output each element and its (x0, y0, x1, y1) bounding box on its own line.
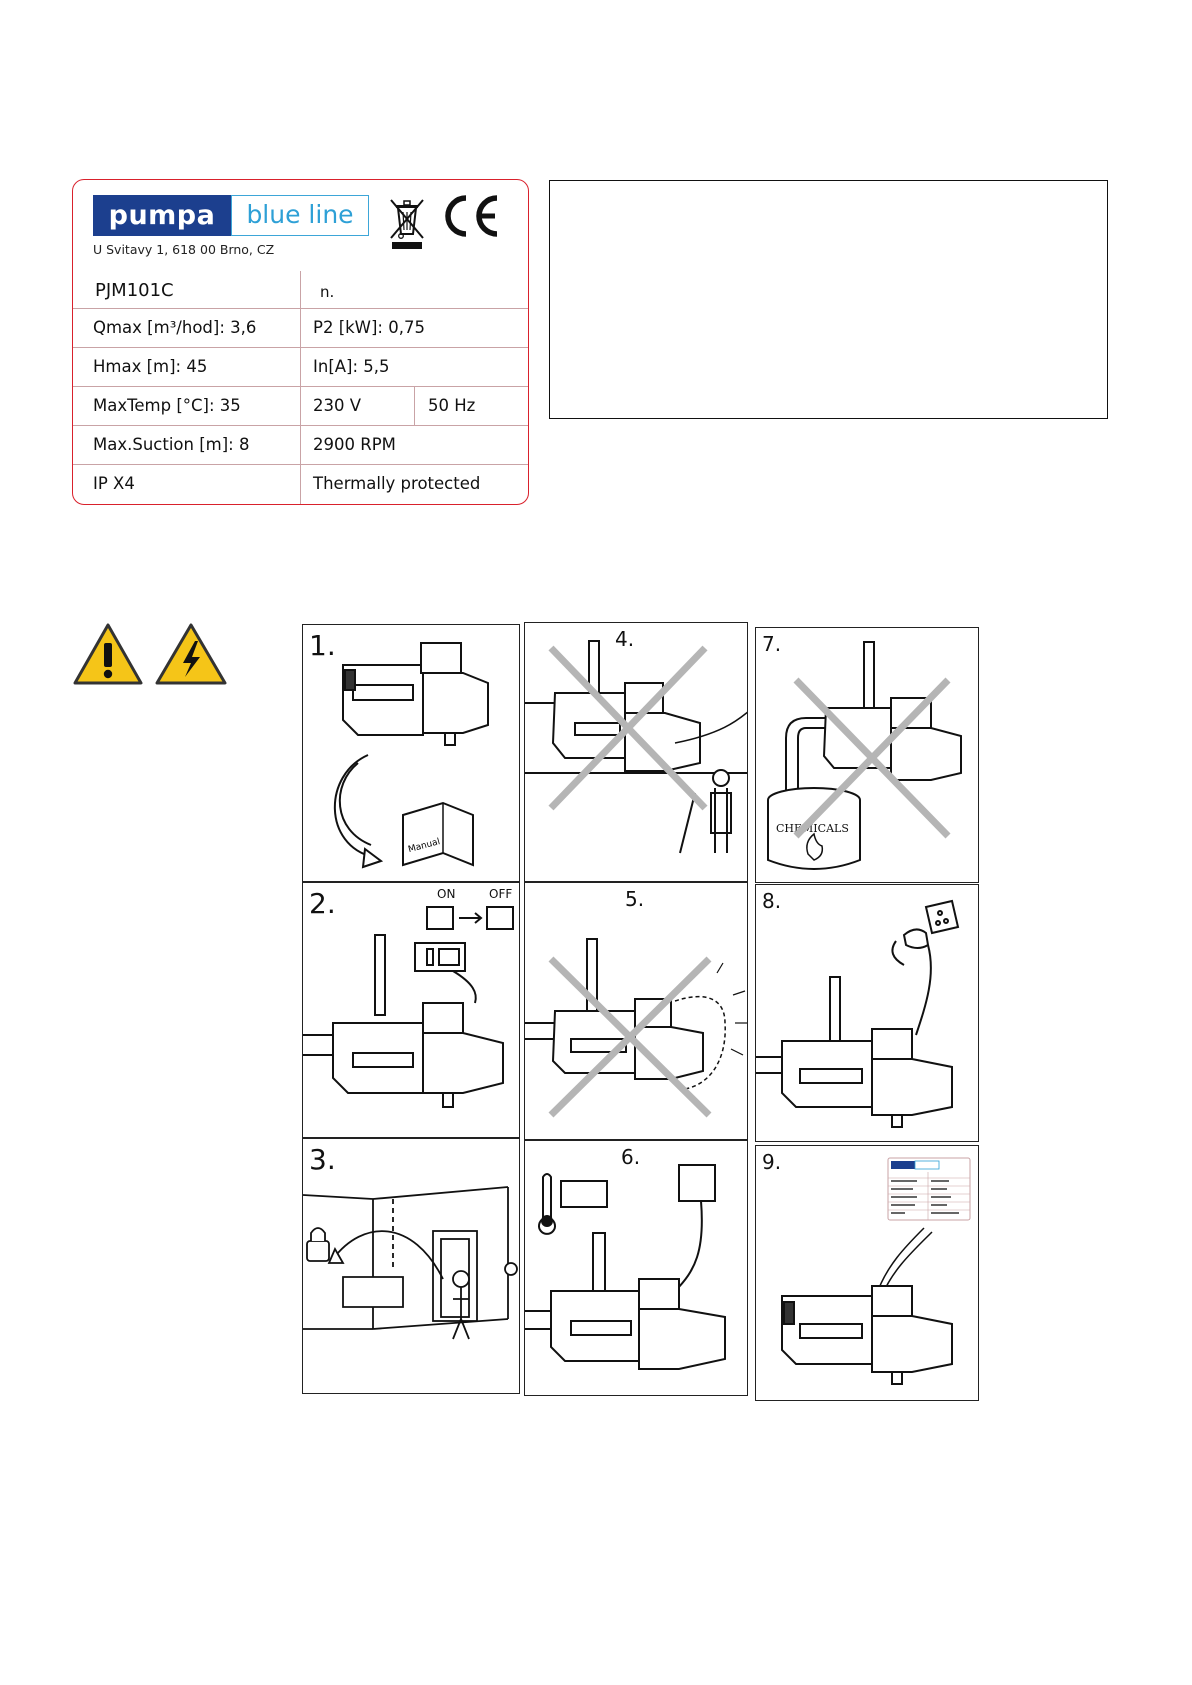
pictogram-no-water-spray (524, 622, 748, 882)
panel-number: 1. (309, 629, 336, 662)
frequency-value: 50 Hz (428, 396, 476, 415)
electric-hazard-icon (154, 621, 228, 687)
drum-label: CHEMICALS (776, 822, 849, 835)
pump-drawing (303, 625, 520, 882)
rating-label (72, 179, 529, 505)
manufacturer-address: U Svitavy 1, 618 00 Brno, CZ (93, 242, 275, 257)
suction-value: Max.Suction [m]: 8 (93, 435, 250, 454)
pictogram-switch-off (302, 882, 520, 1138)
table-row (73, 386, 528, 387)
weee-bin-icon (389, 196, 425, 250)
p2-value: P2 [kW]: 0,75 (313, 318, 425, 337)
logo-line: blue line (231, 195, 369, 236)
ce-mark-icon (439, 192, 501, 240)
maxtemp-value: MaxTemp [°C]: 35 (93, 396, 241, 415)
pump-drawing (525, 623, 748, 882)
pictogram-check-label (755, 1145, 979, 1401)
panel-number: 5. (625, 887, 645, 911)
rpm-value: 2900 RPM (313, 435, 396, 454)
pumpa-logo (93, 195, 369, 236)
general-warning-icon (72, 621, 144, 687)
table-row (73, 347, 528, 348)
pump-drawing (756, 628, 979, 883)
pictogram-frost-protection (524, 1140, 748, 1396)
current-value: In[A]: 5,5 (313, 357, 390, 376)
panel-number: 3. (309, 1143, 336, 1176)
panel-number: 8. (762, 889, 782, 913)
panel-number: 9. (762, 1150, 782, 1174)
table-divider (414, 386, 415, 425)
hmax-value: Hmax [m]: 45 (93, 357, 208, 376)
pump-drawing (525, 1141, 748, 1396)
manual-text: Manual (407, 837, 442, 856)
qmax-value: Qmax [m³/hod]: 3,6 (93, 318, 257, 337)
pictogram-read-manual (302, 624, 520, 882)
pictogram-child-safety (302, 1138, 520, 1394)
thermal-protection: Thermally protected (313, 474, 481, 493)
room-drawing (303, 1139, 520, 1394)
panel-number: 7. (762, 632, 782, 656)
table-row (73, 308, 528, 309)
voltage-value: 230 V (313, 396, 362, 415)
pictogram-no-frost (524, 882, 748, 1140)
blank-field-box (549, 180, 1108, 419)
pump-drawing (525, 883, 748, 1140)
table-row (73, 464, 528, 465)
table-divider (300, 271, 301, 505)
off-label: OFF (489, 887, 513, 901)
on-label: ON (437, 887, 456, 901)
pictogram-no-chemicals (755, 627, 979, 883)
table-row (73, 425, 528, 426)
serial-number: n. (320, 283, 335, 301)
model-number: PJM101C (95, 280, 174, 301)
pictogram-unplug (755, 884, 979, 1142)
panel-number: 4. (615, 627, 635, 651)
panel-number: 6. (621, 1145, 641, 1169)
panel-number: 2. (309, 887, 336, 920)
logo-brand: pumpa (93, 195, 231, 236)
ip-rating: IP X4 (93, 474, 135, 493)
pump-drawing (756, 1146, 979, 1401)
pump-drawing (756, 885, 979, 1142)
pump-drawing (303, 883, 520, 1138)
